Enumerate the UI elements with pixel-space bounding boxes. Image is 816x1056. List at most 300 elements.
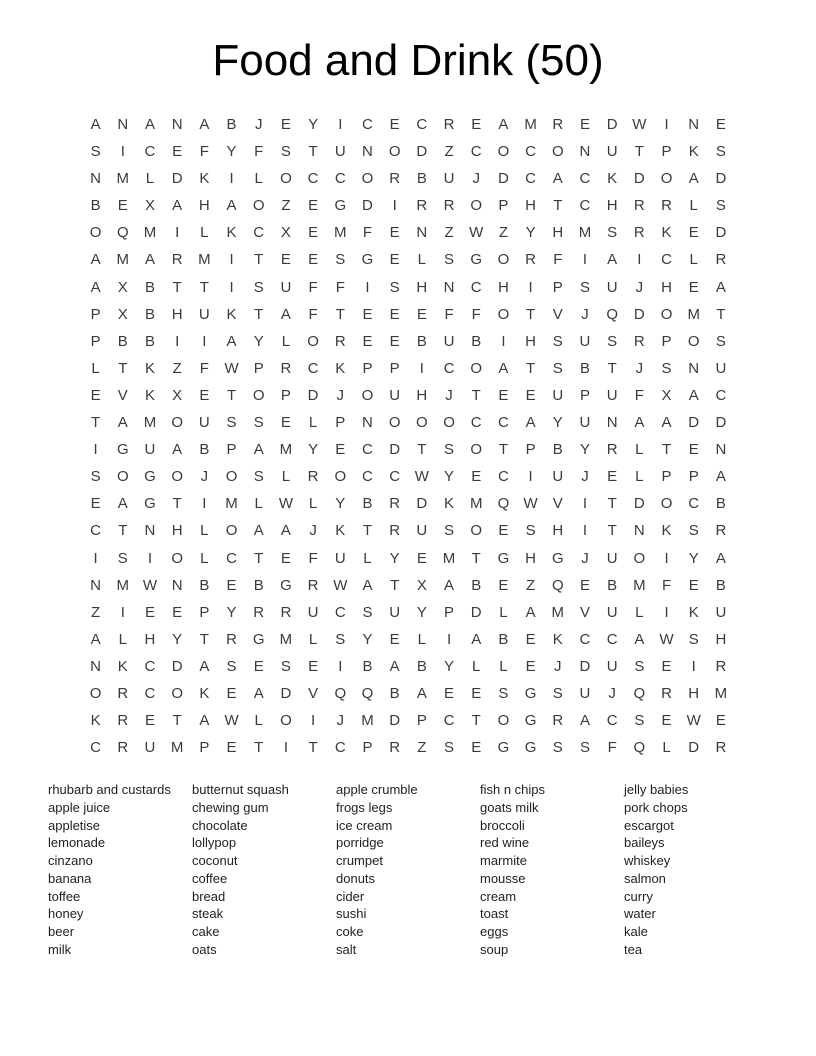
grid-cell: L [118, 630, 127, 648]
word-item: toast [480, 906, 509, 922]
grid-cell: D [633, 305, 645, 323]
grid-cell: T [607, 522, 617, 540]
grid-cell: R [117, 739, 129, 757]
grid-cell: C [416, 116, 428, 133]
grid-cell: N [688, 116, 700, 133]
grid-cell: Z [444, 224, 454, 242]
grid-cell: P [90, 332, 101, 350]
grid-cell: M [551, 603, 565, 621]
grid-cell: A [688, 386, 699, 404]
grid-cell: U [389, 603, 401, 621]
grid-cell: E [308, 197, 319, 215]
grid-cell: M [143, 414, 157, 432]
grid-cell: C [606, 630, 618, 648]
word-item: rhubarb and custards [48, 782, 171, 797]
grid-cell: A [226, 332, 237, 350]
grid-cell: A [498, 116, 509, 133]
grid-cell: U [280, 278, 292, 296]
grid-cell: C [525, 170, 537, 188]
grid-cell: P [579, 386, 590, 404]
grid-cell: D [688, 739, 700, 757]
grid-cell: J [336, 712, 345, 730]
grid-cell: U [552, 468, 564, 486]
grid-cell: Y [253, 332, 264, 350]
grid-cell: E [416, 305, 427, 323]
grid-cell: S [90, 143, 101, 161]
grid-cell: A [253, 522, 264, 540]
grid-cell: I [175, 332, 180, 350]
grid-cell: K [144, 386, 155, 404]
word-list-column-2 [192, 781, 336, 959]
grid-cell: M [116, 576, 130, 594]
grid-cell: D [715, 224, 727, 242]
grid-cell: J [445, 386, 453, 404]
grid-cell: A [661, 414, 672, 432]
grid-cell: G [470, 251, 483, 269]
word-item: frogs legs [336, 799, 393, 815]
grid-cell: C [579, 170, 591, 188]
grid-cell: E [498, 386, 509, 404]
grid-cell: E [444, 684, 455, 702]
grid-cell: B [117, 332, 128, 350]
word-item: milk [48, 941, 72, 957]
grid-cell: A [199, 116, 210, 133]
grid-cell: S [444, 522, 455, 540]
grid-cell: J [254, 116, 263, 133]
word-item: water [624, 906, 656, 922]
grid-cell: F [553, 251, 563, 269]
word-item: lollypop [192, 835, 237, 851]
grid-cell: O [388, 414, 401, 432]
grid-cell: C [362, 468, 373, 486]
grid-cell: X [280, 224, 291, 242]
grid-cell: E [308, 224, 319, 242]
grid-cell: S [552, 684, 563, 702]
word-item: salmon [624, 870, 666, 886]
grid-cell: A [253, 441, 264, 459]
grid-cell: T [607, 359, 617, 377]
grid-cell: T [199, 630, 209, 648]
grid-cell: U [715, 359, 727, 377]
grid-cell: L [308, 495, 318, 513]
grid-cell: O [171, 468, 183, 486]
grid-cell: R [606, 441, 618, 459]
grid-cell: B [226, 116, 237, 133]
grid-cell: R [416, 197, 428, 215]
grid-cell: J [581, 549, 589, 567]
grid-cell: P [688, 468, 699, 486]
grid-cell: C [253, 224, 265, 242]
grid-cell: C [470, 414, 482, 432]
grid-cell: T [417, 441, 427, 459]
grid-cell: R [334, 332, 346, 350]
grid-cell: E [117, 197, 128, 215]
grid-cell: O [280, 712, 292, 730]
grid-cell: L [417, 251, 427, 269]
grid-cell: L [254, 495, 263, 513]
word-item: lemonade [48, 835, 106, 851]
word-item: escargot [624, 817, 674, 833]
word-item: butternut squash [192, 782, 289, 797]
grid-cell: G [334, 197, 347, 215]
grid-cell: I [528, 468, 533, 486]
grid-cell: M [633, 576, 646, 594]
grid-cell: T [526, 359, 536, 377]
grid-cell: Q [497, 495, 510, 513]
grid-cell: D [579, 657, 591, 675]
grid-cell: C [688, 495, 700, 513]
grid-cell: T [118, 522, 128, 540]
grid-cell: O [361, 386, 374, 404]
grid-cell: C [525, 143, 537, 161]
grid-cell: N [416, 224, 428, 242]
grid-cell: E [471, 116, 482, 133]
grid-cell: R [661, 197, 672, 215]
grid-cell: W [414, 468, 429, 486]
grid-cell: O [307, 332, 319, 350]
grid-cell: H [198, 197, 210, 215]
grid-cell: J [608, 684, 616, 702]
grid-cell: L [689, 251, 698, 269]
grid-cell: R [307, 576, 319, 594]
grid-cell: H [688, 684, 700, 702]
grid-cell: A [579, 712, 590, 730]
grid-cell: E [389, 332, 400, 350]
grid-cell: L [689, 197, 698, 215]
grid-cell: K [226, 224, 237, 242]
grid-cell: J [635, 278, 644, 296]
grid-cell: A [199, 712, 210, 730]
grid-cell: D [470, 603, 482, 621]
grid-cell: O [633, 549, 646, 567]
grid-cell: I [664, 549, 669, 567]
grid-cell: T [172, 712, 182, 730]
grid-cell: R [389, 739, 401, 757]
grid-cell: A [471, 630, 482, 648]
grid-cell: O [497, 305, 510, 323]
word-item: pork chops [624, 799, 688, 815]
grid-cell: R [633, 224, 645, 242]
grid-cell: E [715, 712, 726, 730]
grid-cell: F [308, 549, 318, 567]
grid-cell: U [606, 549, 618, 567]
grid-cell: T [254, 739, 264, 757]
grid-cell: S [335, 251, 346, 269]
grid-cell: T [390, 576, 400, 594]
grid-cell: C [389, 468, 401, 486]
grid-cell: C [661, 251, 672, 269]
grid-cell: C [606, 712, 618, 730]
grid-cell: A [117, 414, 128, 432]
grid-cell: H [606, 197, 618, 215]
grid-cell: J [635, 359, 644, 377]
word-item: porridge [336, 835, 384, 851]
grid-cell: D [715, 414, 727, 432]
grid-cell: K [661, 522, 672, 540]
grid-cell: J [200, 468, 209, 486]
grid-cell: M [469, 495, 483, 513]
grid-cell: D [633, 170, 645, 188]
grid-cell: Z [91, 603, 101, 621]
grid-cell: E [525, 630, 536, 648]
grid-cell: L [200, 522, 209, 540]
grid-cell: T [471, 712, 481, 730]
grid-cell: C [362, 441, 373, 459]
grid-cell: H [171, 305, 183, 323]
grid-cell: E [280, 414, 291, 432]
grid-cell: B [416, 170, 427, 188]
grid-cell: A [525, 414, 536, 432]
grid-cell: O [470, 359, 483, 377]
grid-cell: L [308, 630, 318, 648]
grid-cell: I [664, 116, 669, 133]
grid-cell: P [335, 414, 346, 432]
grid-cell: K [144, 359, 155, 377]
grid-cell: Y [416, 603, 427, 621]
grid-cell: R [117, 684, 129, 702]
grid-cell: A [144, 251, 155, 269]
grid-cell: K [688, 143, 699, 161]
grid-cell: T [553, 197, 563, 215]
grid-cell: E [226, 576, 237, 594]
grid-cell: I [93, 549, 98, 567]
grid-cell: B [715, 576, 726, 594]
grid-cell: T [661, 441, 672, 459]
grid-cell: O [416, 414, 428, 432]
grid-cell: O [470, 522, 483, 540]
grid-cell: E [389, 116, 400, 133]
word-item: broccoli [480, 817, 525, 833]
grid-cell: C [497, 468, 509, 486]
grid-cell: C [362, 116, 373, 133]
grid-cell: C [443, 359, 455, 377]
grid-cell: V [552, 495, 563, 513]
grid-cell: U [334, 143, 346, 161]
grid-cell: C [470, 143, 482, 161]
word-item: fish n chips [480, 782, 546, 797]
grid-cell: O [497, 143, 510, 161]
grid-cell: M [143, 224, 157, 242]
grid-cell: C [90, 522, 102, 540]
grid-cell: S [117, 549, 128, 567]
grid-cell: V [579, 603, 590, 621]
grid-cell: E [362, 305, 373, 323]
grid-cell: O [361, 170, 374, 188]
grid-cell: R [389, 495, 401, 513]
grid-cell: M [170, 739, 184, 757]
grid-cell: S [688, 630, 699, 648]
grid-cell: T [254, 305, 264, 323]
grid-cell: E [280, 251, 291, 269]
grid-cell: S [444, 441, 455, 459]
grid-cell: L [363, 549, 372, 567]
grid-cell: T [634, 143, 644, 161]
grid-cell: S [634, 657, 645, 675]
grid-cell: S [634, 712, 645, 730]
grid-cell: W [632, 116, 647, 133]
grid-cell: E [389, 224, 400, 242]
grid-cell: K [226, 305, 237, 323]
grid-cell: T [254, 251, 264, 269]
grid-cell: R [171, 251, 183, 269]
word-item: red wine [480, 835, 530, 851]
grid-cell: E [498, 522, 509, 540]
grid-cell: E [416, 549, 427, 567]
grid-cell: S [444, 739, 455, 757]
grid-cell: T [308, 143, 318, 161]
grid-cell: W [224, 712, 239, 730]
grid-cell: V [552, 305, 563, 323]
grid-cell: K [661, 224, 672, 242]
grid-cell: K [90, 712, 101, 730]
word-item: tea [624, 941, 643, 957]
grid-cell: D [280, 684, 292, 702]
grid-cell: L [499, 657, 508, 675]
grid-cell: Q [116, 224, 129, 242]
grid-cell: R [661, 684, 672, 702]
grid-cell: D [389, 712, 401, 730]
grid-cell: E [280, 116, 291, 133]
grid-cell: I [338, 657, 343, 675]
grid-cell: X [117, 305, 128, 323]
grid-cell: T [471, 386, 481, 404]
grid-cell: M [279, 630, 293, 648]
grid-cell: D [688, 414, 700, 432]
grid-cell: E [226, 739, 237, 757]
grid-cell: O [171, 549, 183, 567]
grid-cell: S [607, 224, 618, 242]
grid-cell: F [199, 143, 209, 161]
grid-cell: T [172, 495, 182, 513]
word-item: oats [192, 941, 217, 957]
grid-cell: W [469, 224, 484, 242]
grid-cell: P [253, 359, 264, 377]
grid-cell: A [416, 684, 427, 702]
grid-cell: L [91, 359, 100, 377]
grid-cell: O [687, 332, 700, 350]
grid-cell: N [579, 143, 591, 161]
grid-cell: O [89, 224, 102, 242]
grid-cell: C [497, 414, 509, 432]
grid-cell: R [389, 522, 401, 540]
grid-cell: J [581, 305, 589, 323]
grid-cell: X [117, 278, 128, 296]
grid-cell: N [90, 170, 102, 188]
grid-cell: B [144, 305, 155, 323]
grid-cell: Y [444, 657, 455, 675]
grid-cell: O [225, 468, 238, 486]
grid-cell: E [144, 603, 155, 621]
grid-cell: O [171, 684, 183, 702]
grid-cell: E [688, 576, 699, 594]
grid-cell: R [280, 359, 292, 377]
grid-cell: F [444, 305, 454, 323]
grid-cell: B [389, 684, 400, 702]
grid-cell: Q [551, 576, 564, 594]
grid-cell: T [172, 278, 182, 296]
grid-cell: E [389, 305, 400, 323]
grid-cell: G [280, 576, 292, 594]
grid-cell: A [199, 657, 210, 675]
grid-cell: R [443, 116, 455, 133]
grid-cell: R [226, 630, 237, 648]
grid-cell: E [172, 143, 183, 161]
grid-cell: S [253, 278, 264, 296]
grid-cell: H [144, 630, 156, 648]
word-item: marmite [480, 853, 527, 868]
grid-cell: T [471, 549, 481, 567]
grid-cell: R [633, 332, 645, 350]
word-item: apple crumble [336, 782, 418, 797]
grid-cell: U [552, 386, 564, 404]
grid-cell: Q [334, 684, 347, 702]
grid-cell: S [335, 630, 346, 648]
grid-cell: Y [335, 495, 346, 513]
grid-cell: S [253, 414, 264, 432]
grid-cell: A [607, 251, 618, 269]
grid-cell: E [471, 468, 482, 486]
grid-cell: O [660, 170, 673, 188]
word-item: cream [480, 888, 517, 904]
word-item: salt [336, 941, 357, 957]
grid-cell: Y [362, 630, 373, 648]
grid-cell: I [120, 143, 125, 161]
grid-cell: R [552, 116, 564, 133]
grid-cell: M [361, 712, 374, 730]
grid-cell: E [90, 495, 101, 513]
grid-cell: W [142, 576, 158, 594]
grid-cell: H [525, 197, 537, 215]
grid-cell: A [634, 630, 645, 648]
grid-cell: W [523, 495, 538, 513]
grid-cell: P [552, 278, 563, 296]
grid-cell: B [715, 495, 726, 513]
grid-cell: E [389, 630, 400, 648]
grid-cell: L [200, 224, 209, 242]
word-list-column-4 [480, 781, 624, 959]
grid-cell: B [253, 576, 264, 594]
grid-cell: F [335, 278, 345, 296]
grid-cell: G [551, 549, 564, 567]
grid-cell: I [582, 522, 588, 540]
grid-cell: W [686, 712, 701, 730]
grid-cell: E [688, 278, 699, 296]
grid-cell: L [254, 712, 263, 730]
grid-cell: L [281, 468, 291, 486]
grid-cell: E [688, 441, 699, 459]
grid-cell: I [175, 224, 180, 242]
grid-cell: Y [308, 441, 319, 459]
grid-cell: H [552, 224, 564, 242]
grid-cell: C [470, 278, 482, 296]
word-item: ice cream [336, 817, 393, 833]
word-item: curry [624, 888, 653, 904]
grid-cell: A [715, 549, 726, 567]
grid-cell: B [199, 576, 210, 594]
grid-cell: D [389, 441, 401, 459]
grid-cell: E [172, 603, 183, 621]
grid-cell: U [606, 657, 618, 675]
grid-cell: Y [552, 414, 563, 432]
grid-cell: C [334, 603, 346, 621]
word-item: apple juice [48, 799, 111, 815]
page-title: Food and Drink (50) [212, 36, 604, 85]
grid-cell: D [307, 386, 319, 404]
word-item: jelly babies [624, 782, 689, 797]
grid-cell: B [199, 441, 210, 459]
grid-cell: C [579, 197, 591, 215]
grid-cell: T [526, 305, 536, 323]
